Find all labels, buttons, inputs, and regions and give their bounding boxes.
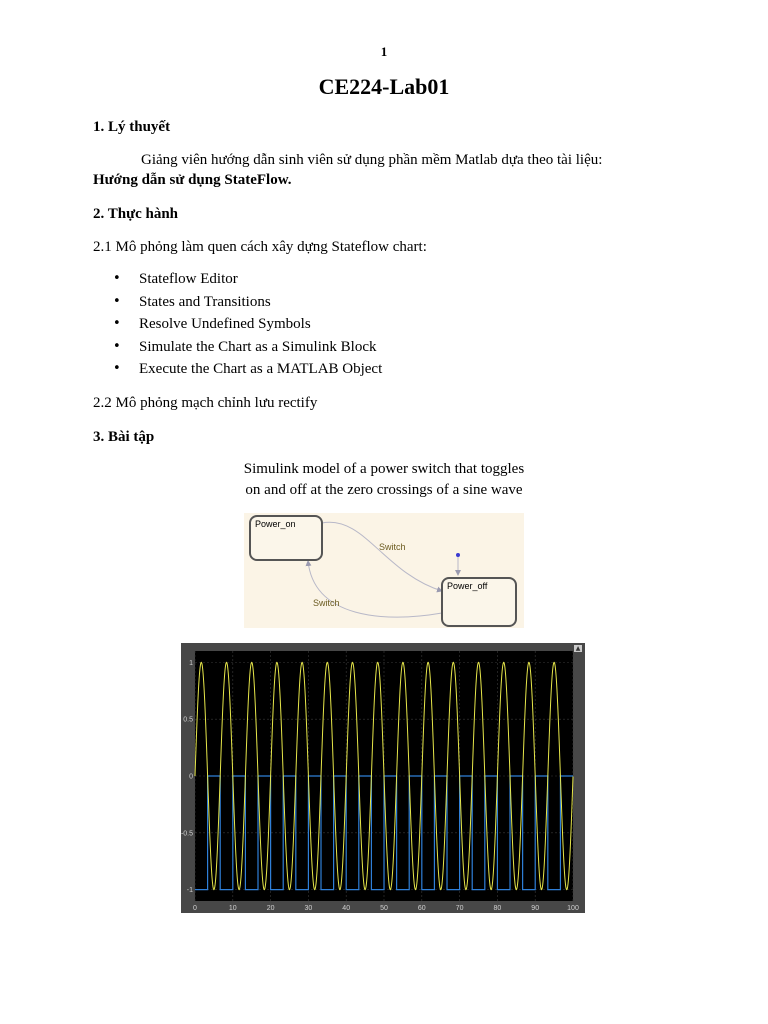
section2-sub1: 2.1 Mô phỏng làm quen cách xây dựng Stateflow chart: [93, 239, 427, 255]
x-tick-label: 70 [455, 905, 464, 912]
scope-window [181, 643, 585, 913]
list-item: • Stateflow Editor [93, 268, 382, 291]
list-item: • Execute the Chart as a MATLAB Object [93, 358, 382, 381]
y-tick-label: -0.5 [181, 830, 193, 838]
x-tick-label: 60 [417, 905, 426, 912]
x-tick-label: 80 [493, 905, 502, 912]
expand-icon[interactable]: ▲ [575, 645, 581, 652]
state-power-off [441, 577, 517, 627]
x-tick-label: 100 [567, 905, 579, 912]
section1-heading: 1. Lý thuyết [93, 119, 171, 135]
document-title: CE224-Lab01 [318, 74, 450, 99]
transition-label: Switch [313, 598, 340, 608]
y-tick-label: 0 [189, 773, 193, 781]
x-tick-label: 40 [342, 905, 351, 912]
section2-sub2: 2.2 Mô phỏng mạch chỉnh lưu rectify [93, 395, 318, 411]
transition-label: Switch [379, 542, 406, 552]
page-number: 1 [380, 44, 388, 59]
x-tick-label: 20 [266, 905, 275, 912]
list-item: • Simulate the Chart as a Simulink Block [93, 336, 382, 359]
y-tick-label: -1 [186, 887, 193, 895]
state-power-on [249, 515, 323, 561]
y-tick-label: 0.5 [183, 716, 193, 724]
x-tick-label: 10 [228, 905, 237, 912]
section1-bold-text: Hướng dẫn sử dụng StateFlow. [93, 172, 292, 188]
state-label: Power_off [447, 581, 488, 591]
figure-caption-line2: on and off at the zero crossings of a sine wave [245, 482, 523, 498]
list-item: • Resolve Undefined Symbols [93, 313, 382, 336]
section1-text: Giảng viên hướng dẫn sinh viên sử dụng phần mềm Matlab dựa theo tài liệu: [141, 152, 603, 168]
x-tick-label: 0 [193, 905, 197, 912]
section3-heading: 3. Bài tập [93, 429, 155, 445]
list-item: • States and Transitions [93, 291, 382, 314]
x-tick-label: 30 [304, 905, 313, 912]
section2-heading: 2. Thực hành [93, 206, 179, 222]
bullet-list [93, 268, 382, 381]
x-tick-label: 90 [531, 905, 540, 912]
y-tick-label: 1 [189, 659, 193, 667]
stateflow-diagram [244, 513, 524, 628]
x-tick-label: 50 [380, 905, 388, 912]
figure-caption-line1: Simulink model of a power switch that toggles [243, 461, 525, 477]
state-label: Power_on [255, 519, 296, 529]
scope-plot [181, 643, 585, 913]
